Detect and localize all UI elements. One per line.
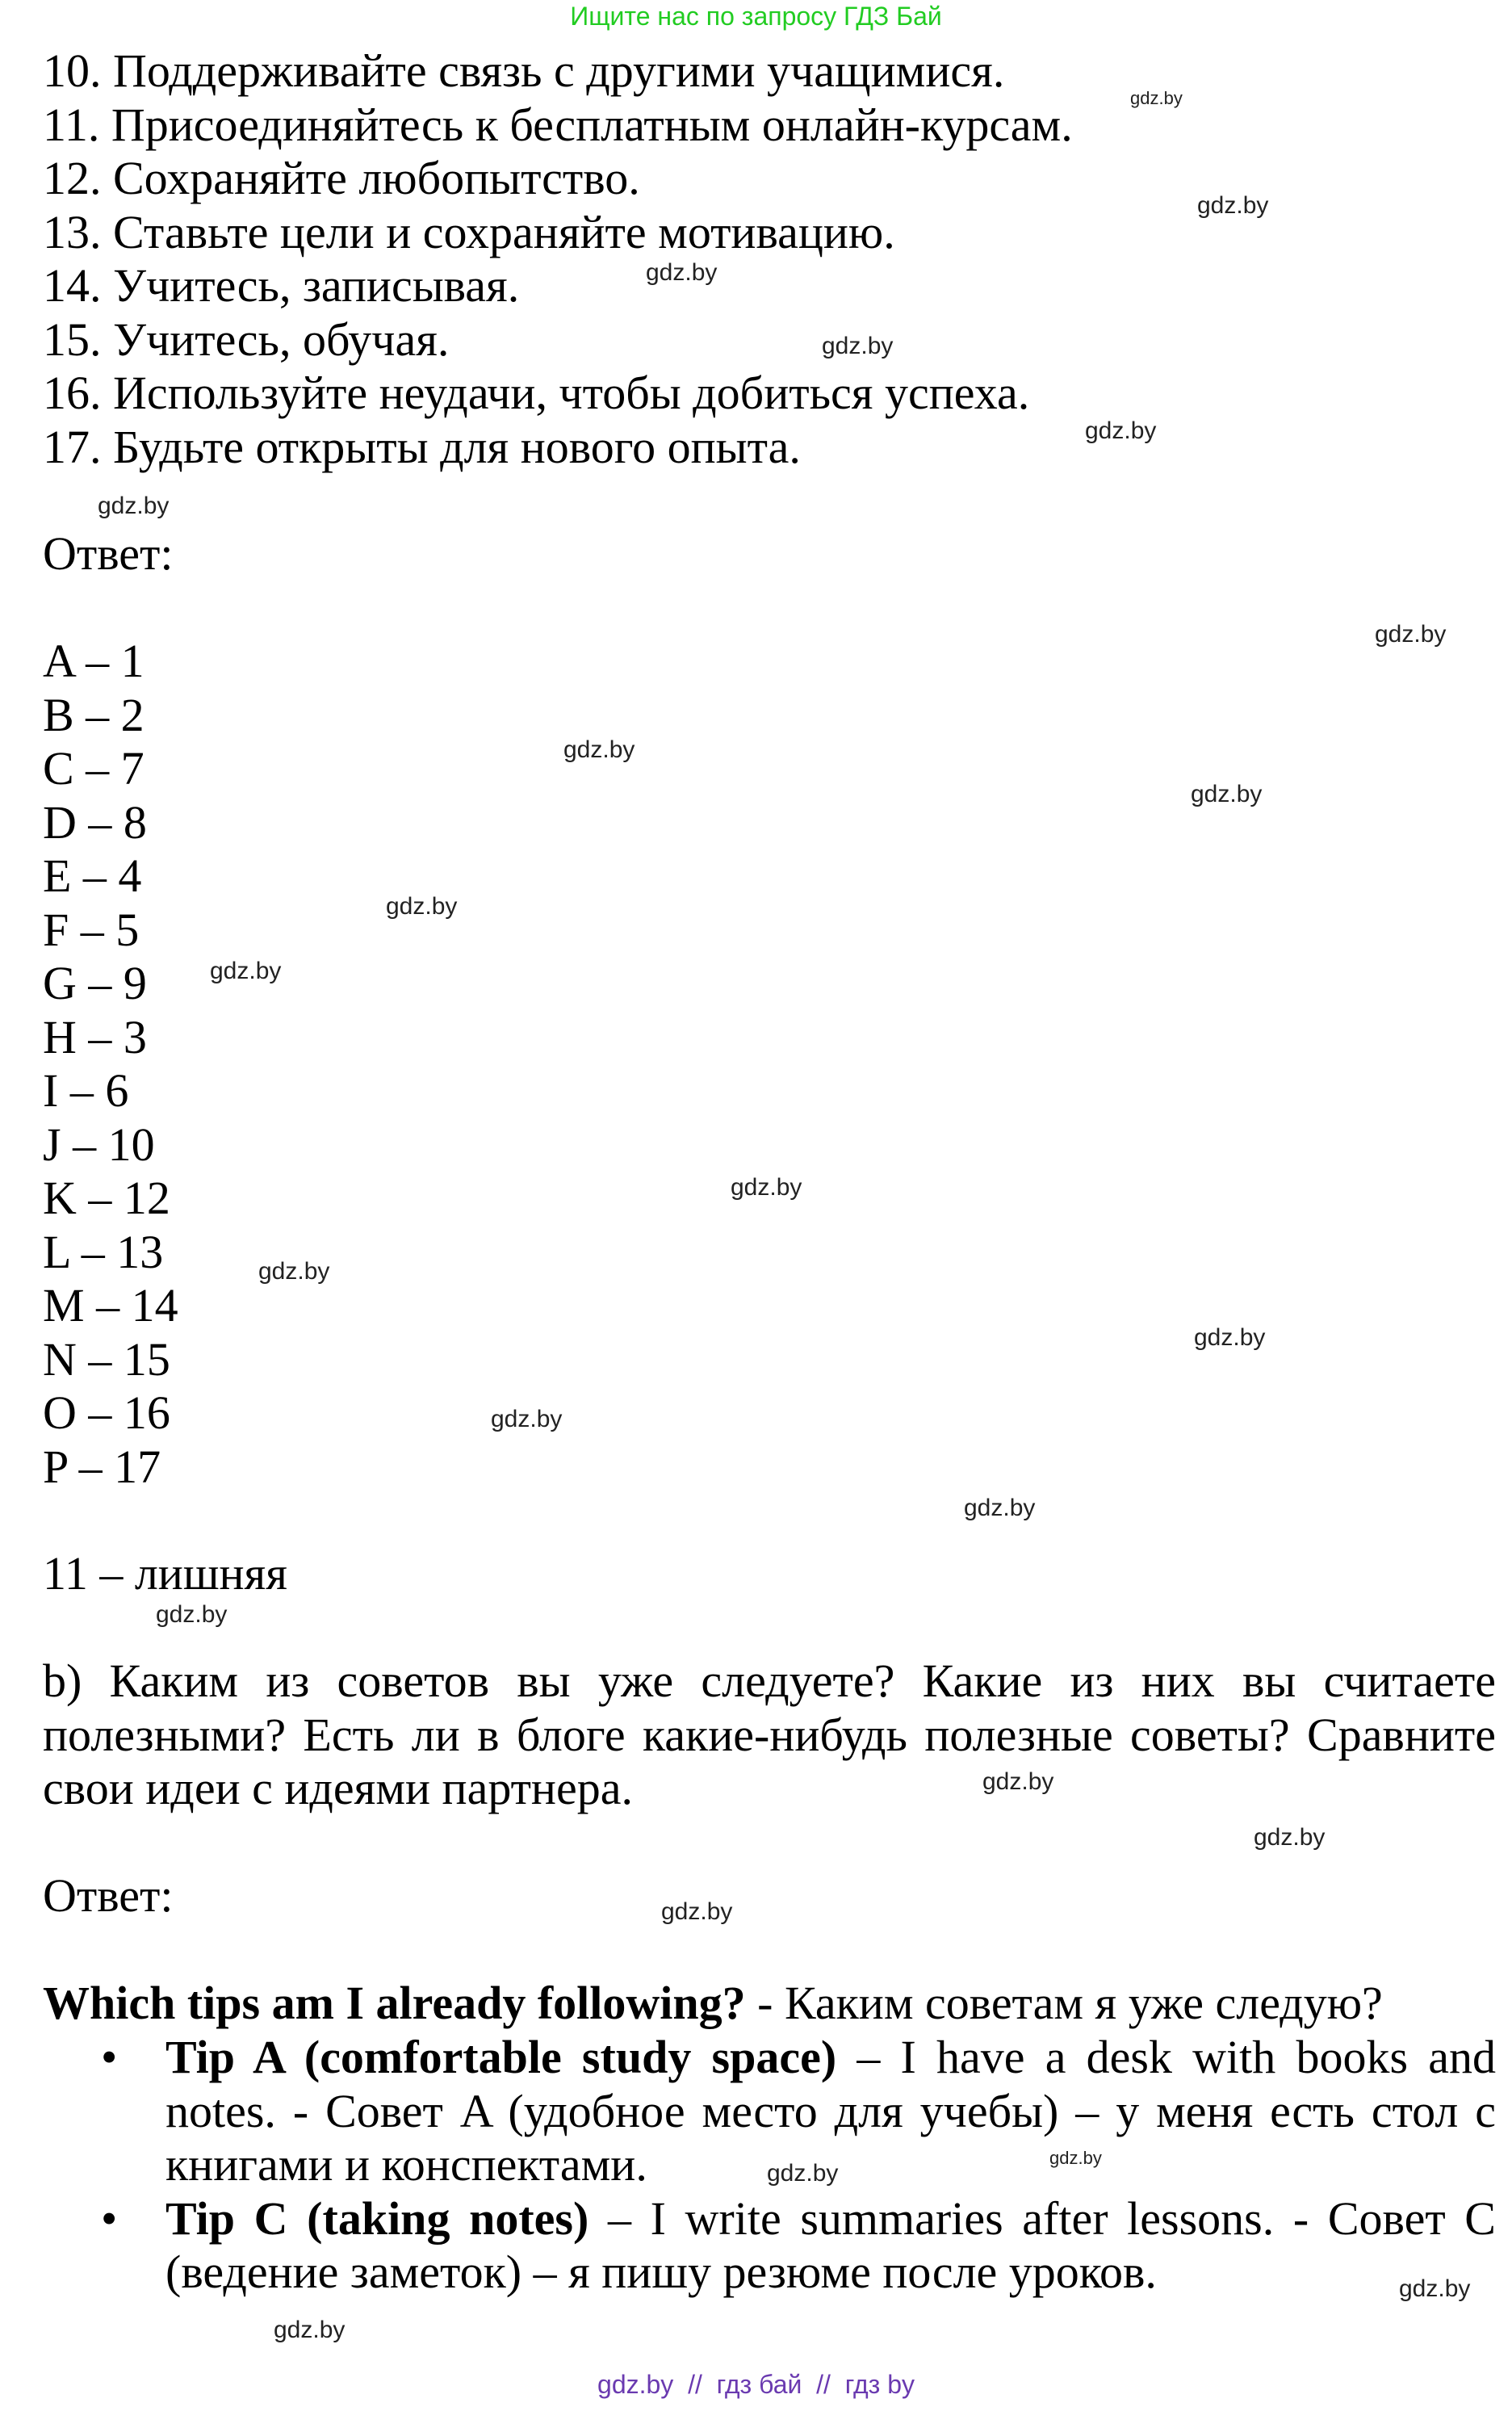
tip-c-line bbox=[165, 2191, 1496, 2245]
tip-line: 16. Используйте неудачи, чтобы добиться успеха. bbox=[43, 367, 1030, 419]
match-item: N – 15 bbox=[43, 1332, 170, 1386]
extra-item: 11 – лишняя bbox=[43, 1547, 287, 1600]
watermark: gdz.by bbox=[1197, 192, 1269, 219]
match-item: D – 8 bbox=[43, 795, 147, 849]
match-item: H – 3 bbox=[43, 1010, 147, 1063]
watermark: gdz.by bbox=[1194, 1324, 1266, 1351]
watermark: gdz.by bbox=[1254, 1824, 1326, 1851]
match-item: M – 14 bbox=[43, 1279, 178, 1331]
tip-a-bold: Tip A (comfortable study space) bbox=[165, 2031, 837, 2083]
tip-c-bold: Tip C (taking notes) bbox=[165, 2191, 589, 2245]
tip-line: 13. Ставьте цели и сохраняйте мотивацию. bbox=[43, 205, 895, 258]
match-item: E – 4 bbox=[43, 849, 142, 902]
match-item: L – 13 bbox=[43, 1225, 164, 1278]
bullet-icon: • bbox=[101, 2191, 118, 2245]
watermark: gdz.by bbox=[491, 1406, 563, 1432]
tip-line: 11. Присоединяйтесь к бесплатным онлайн-курсам. bbox=[43, 98, 1073, 151]
watermark: gdz.by bbox=[1375, 621, 1447, 648]
tip-line: 15. Учитесь, обучая. bbox=[43, 312, 450, 366]
tip-c-rest: – I write summaries after lessons. - Совет C bbox=[588, 2191, 1496, 2245]
question-line: свои идеи с идеями партнера. bbox=[43, 1762, 633, 1814]
tip-c-line: (ведение заметок) – я пишу резюме после уроков. bbox=[165, 2246, 1157, 2298]
match-item: O – 16 bbox=[43, 1386, 170, 1439]
watermark: gdz.by bbox=[1191, 781, 1263, 807]
heading-bold: Which tips am I already following? bbox=[43, 1977, 746, 2029]
match-item: B – 2 bbox=[43, 688, 144, 741]
tip-a-line: книгами и конспектами. bbox=[165, 2138, 647, 2191]
question-line: полезными? Есть ли в блоге какие-нибудь полезные советы? Сравните bbox=[43, 1708, 1496, 1761]
match-item: I – 6 bbox=[43, 1064, 129, 1117]
match-item: C – 7 bbox=[43, 742, 144, 795]
tip-a-line: notes. - Совет A (удобное место для учебы) – у меня есть стол с bbox=[165, 2084, 1496, 2137]
watermark: gdz.by bbox=[1399, 2275, 1471, 2302]
watermark: gdz.by bbox=[258, 1258, 330, 1285]
watermark: gdz.by bbox=[386, 893, 458, 920]
watermark: gdz.by bbox=[563, 736, 635, 763]
match-item: G – 9 bbox=[43, 957, 147, 1009]
heading-rest: - Каким советам я уже следую? bbox=[745, 1977, 1383, 2029]
footer-links: gdz.by // гдз бай // гдз by bbox=[597, 2370, 915, 2399]
tip-a-rest: – I have a desk with books and bbox=[836, 2031, 1496, 2083]
question-line: b) Каким из советов вы уже следуете? Какие из них вы считаете bbox=[43, 1654, 1496, 1707]
match-item: F – 5 bbox=[43, 903, 140, 956]
watermark: gdz.by bbox=[646, 259, 718, 286]
watermark: gdz.by bbox=[1085, 417, 1157, 444]
watermark: gdz.by bbox=[822, 333, 894, 359]
answer-heading bbox=[43, 1979, 1383, 2028]
match-item: P – 17 bbox=[43, 1440, 161, 1493]
bullet-icon: • bbox=[101, 2031, 118, 2083]
tip-line: 17. Будьте открыты для нового опыта. bbox=[43, 420, 801, 473]
watermark: gdz.by bbox=[274, 2317, 346, 2343]
match-item: J – 10 bbox=[43, 1118, 155, 1171]
watermark: gdz.by bbox=[98, 493, 170, 519]
tip-line: 12. Сохраняйте любопытство. bbox=[43, 152, 640, 204]
tip-line: 10. Поддерживайте связь с другими учащимися. bbox=[43, 44, 1005, 97]
match-item: A – 1 bbox=[43, 635, 144, 687]
watermark: gdz.by bbox=[210, 958, 282, 984]
header-banner: Ищите нас по запросу ГДЗ Бай bbox=[570, 2, 942, 31]
answer-label: Ответ: bbox=[43, 527, 174, 580]
watermark: gdz.by bbox=[731, 1174, 802, 1201]
tip-line: 14. Учитесь, записывая. bbox=[43, 259, 520, 312]
watermark: gdz.by bbox=[661, 1898, 733, 1925]
watermark: gdz.by bbox=[982, 1768, 1054, 1795]
watermark: gdz.by bbox=[1049, 2148, 1102, 2168]
watermark: gdz.by bbox=[156, 1601, 228, 1628]
tip-a-line bbox=[165, 2033, 1496, 2082]
watermark: gdz.by bbox=[964, 1495, 1036, 1521]
watermark: gdz.by bbox=[1130, 88, 1183, 108]
watermark: gdz.by bbox=[767, 2160, 839, 2187]
answer-label: Ответ: bbox=[43, 1869, 174, 1922]
match-item: K – 12 bbox=[43, 1172, 170, 1224]
